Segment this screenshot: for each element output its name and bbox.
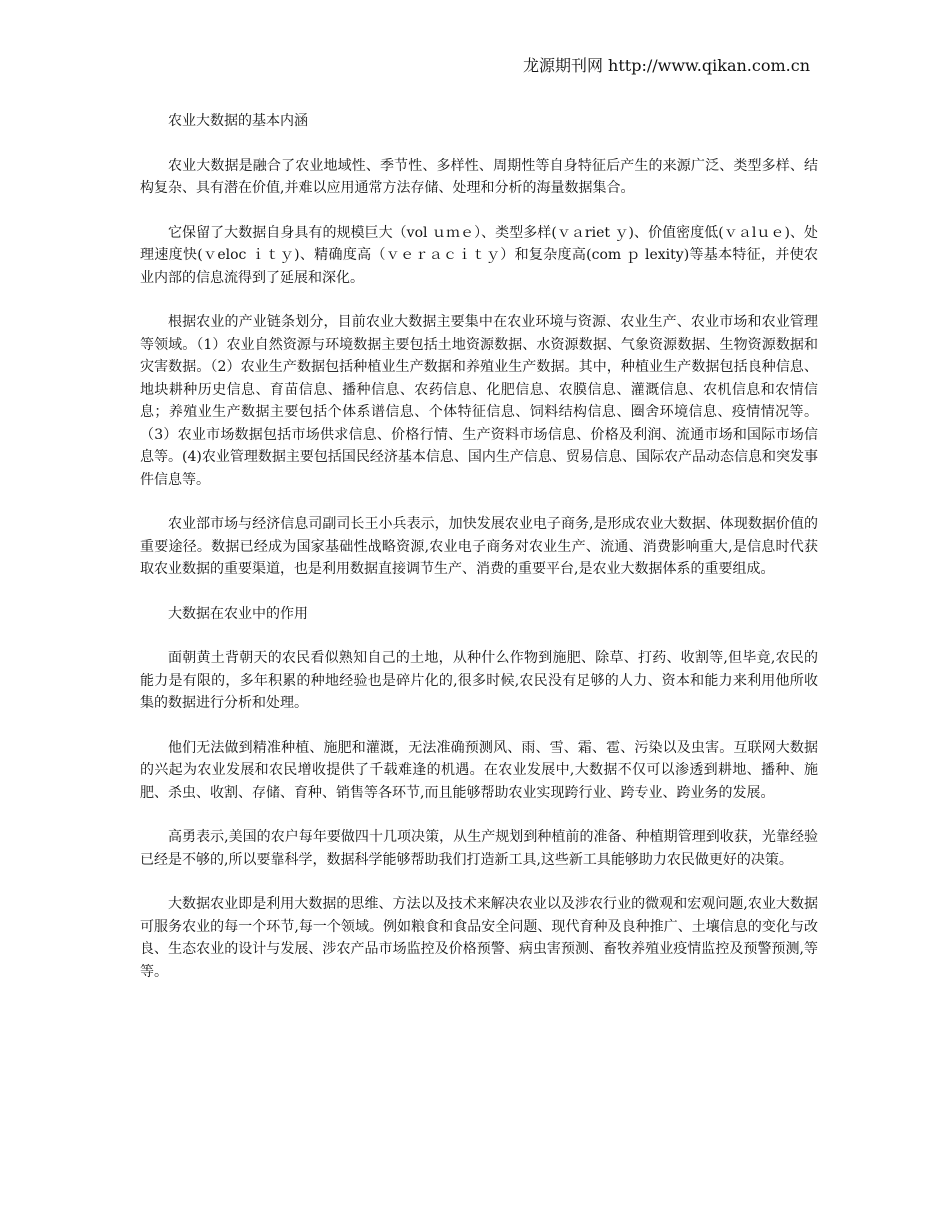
section-heading-basic-connotation: 农业大数据的基本内涵 — [168, 113, 308, 129]
paragraph-big-data-agriculture: 大数据农业即是利用大数据的思维、方法以及技术来解决农业以及涉农行业的微观和宏观问题,农业大数据可服务农业的每一个环节,每一个领域。例如粮食和食品安全问题、现代育种及良种推广、土壤信息的变化与改良、生态农业的设计与发展、涉农产品市场监控及价格预警、病虫害预测、畜牧养殖业疫情监控及预警预测,等等。 — [140, 896, 818, 980]
paragraph-e-commerce: 农业部市场与经济信息司副司长王小兵表示，加快发展农业电子商务,是形成农业大数据、体现数据价值的重要途径。数据已经成为国家基础性战略资源,农业电子商务对农业生产、流通、消费影响重大,是信息时代获取农业数据的重要渠道，也是利用数据直接调节生产、消费的重要平台,是农业大数据体系的重要组成。 — [140, 516, 818, 577]
paragraph-precision: 他们无法做到精准种植、施肥和灌溉，无法准确预测风、雨、雪、霜、雹、污染以及虫害。互联网大数据的兴起为农业发展和农民增收提供了千载难逢的机遇。在农业发展中,大数据不仅可以渗透到耕地、播种、施肥、杀虫、收割、存储、育种、销售等各环节,而且能够帮助农业实现跨行业、跨专业、跨业务的发展。 — [140, 739, 818, 801]
section-heading-role: 大数据在农业中的作用 — [168, 605, 308, 622]
paragraph-definition: 农业大数据是融合了农业地域性、季节性、多样性、周期性等自身特征后产生的来源广泛、类型多样、结构复杂、具有潜在价值,并难以应用通常方法存储、处理和分析的海量数据集合。 — [140, 157, 818, 196]
paragraph-industry-chain: 根据农业的产业链条划分，目前农业大数据主要集中在农业环境与资源、农业生产、农业市场和农业管理等领域。（1）农业自然资源与环境数据主要包括土地资源数据、水资源数据、气象资源数据、生物资源数据和灾害数据。（2）农业生产数据包括种植业生产数据和养殖业生产数据。其中，种植业生产数据包括良种信息、地块耕种历史信息、育苗信息、播种信息、农药信息、化肥信息、农膜信息、灌溉信息、农机信息和农情信息；养殖业生产数据主要包括个体系谱信息、个体特征信息、饲料结构信息、圈舍环境信息、疫情情况等。（3）农业市场数据包括市场供求信息、价格行情、生产资料市场信息、价格及利润、流通市场和国际市场信息等。(4)农业管理数据主要包括国民经济基本信息、国内生产信息、贸易信息、国际农产品动态信息和突发事件信息等。 — [140, 314, 818, 488]
paragraph-farmers: 面朝黄土背朝天的农民看似熟知自己的土地，从种什么作物到施肥、除草、打药、收割等,但毕竟,农民的能力是有限的，多年积累的种地经验也是碎片化的,很多时候,农民没有足够的人力、资本和能力来利用他所收集的数据进行分析和处理。 — [140, 650, 818, 711]
paragraph-gao-yong: 高勇表示,美国的农户每年要做四十几项决策，从生产规划到种植前的准备、种植期管理到收获，光靠经验已经是不够的,所以要靠科学，数据科学能够帮助我们打造新工具,这些新工具能够助力农民做更好的决策。 — [140, 829, 818, 868]
source-header: 龙源期刊网 http://www.qikan.com.cn — [522, 56, 810, 75]
article-body — [140, 110, 818, 1005]
paragraph-characteristics: 它保留了大数据自身具有的规模巨大（vol ｕｍｅ）、类型多样(ｖａriet ｙ)、价值密度低(ｖａlｕｅ)、处理速度快(ｖeloc ｉｔｙ)、精确度高（ｖｅｒａｃｉｔｙ）和复杂度高(com ｐ lexity)等基本特征，并使农业内部的信息流得到了延展和深化。 — [140, 224, 818, 286]
